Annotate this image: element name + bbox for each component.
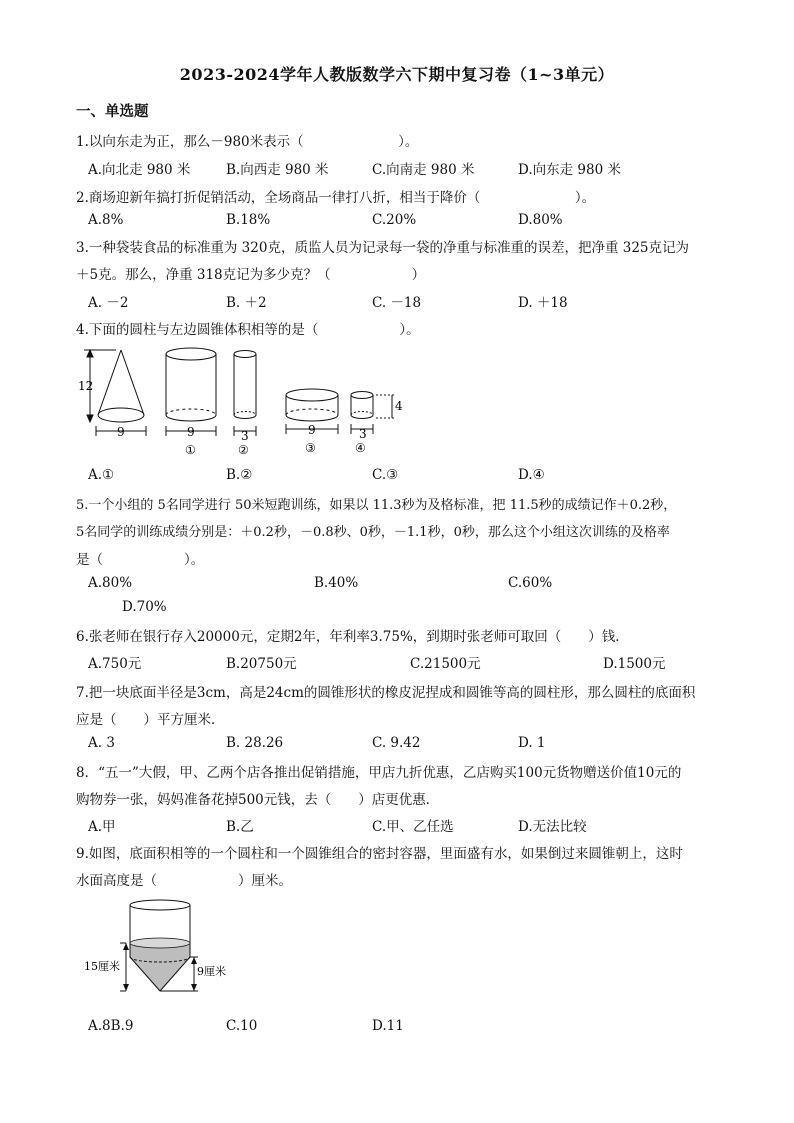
question-5-line-2: 5名同学的训练成绩分别是：＋0.2秒，－0.8秒、0秒，－1.1秒，0秒，那么这个小组这次训练的及格率 bbox=[76, 525, 670, 540]
q1-option-b[interactable]: B.向西走 980 米 bbox=[226, 162, 329, 178]
question-6: 6.张老师在银行存入20000元，定期2年，年利率3.75%，到期时张老师可取回（ ）钱． bbox=[76, 629, 629, 645]
q4-label-height-4: 4 bbox=[395, 399, 403, 413]
question-2: 2.商场迎新年搞打折促销活动，全场商品一律打八折，相当于降价（ ）。 bbox=[76, 190, 596, 206]
q4-label-cyl4-diameter: 3 bbox=[359, 427, 367, 441]
q8-option-c[interactable]: C.甲、乙任选 bbox=[372, 819, 454, 835]
q5-option-c[interactable]: C.60% bbox=[508, 575, 553, 591]
q2-option-c[interactable]: C.20% bbox=[372, 212, 417, 228]
q3-option-b[interactable]: B. ＋2 bbox=[226, 295, 267, 311]
q4-option-c[interactable]: C.③ bbox=[372, 467, 399, 483]
q9-figure bbox=[80, 895, 250, 1005]
q9-option-ab[interactable]: A.8B.9 bbox=[88, 1018, 134, 1034]
q4-label-n2: ② bbox=[238, 443, 249, 457]
q4-label-cyl2-diameter: 3 bbox=[241, 429, 249, 443]
section-heading: 一、单选题 bbox=[76, 103, 149, 120]
question-1: 1.以向东走为正，那么－980米表示（ ）。 bbox=[76, 134, 419, 150]
q4-label-height-12: 12 bbox=[78, 379, 94, 393]
q7-option-b[interactable]: B. 28.26 bbox=[226, 735, 284, 751]
question-5-line-3: 是（ ）。 bbox=[76, 552, 205, 568]
q7-option-a[interactable]: A. 3 bbox=[88, 735, 115, 751]
question-7-line-2: 应是（ ）平方厘米． bbox=[76, 712, 225, 728]
q1-option-a[interactable]: A.向北走 980 米 bbox=[88, 162, 191, 178]
q9-label-9cm: 9厘米 bbox=[197, 965, 226, 978]
q6-option-a[interactable]: A.750元 bbox=[88, 656, 142, 672]
q3-option-c[interactable]: C. －18 bbox=[372, 295, 422, 311]
q3-option-a[interactable]: A. －2 bbox=[88, 295, 129, 311]
q9-label-15cm: 15厘米 bbox=[84, 960, 120, 973]
q4-label-n1: ① bbox=[185, 443, 196, 457]
q2-option-a[interactable]: A.8% bbox=[88, 212, 124, 228]
q9-option-d[interactable]: D.11 bbox=[372, 1018, 404, 1034]
question-4: 4.下面的圆柱与左边圆锥体积相等的是（ ）。 bbox=[76, 322, 420, 338]
q8-option-d[interactable]: D.无法比较 bbox=[518, 819, 587, 835]
question-3-line-2: ＋5克。那么，净重 318克记为多少克？（ ） bbox=[76, 267, 426, 283]
q1-option-c[interactable]: C.向南走 980 米 bbox=[372, 162, 475, 178]
q3-option-d[interactable]: D. ＋18 bbox=[518, 295, 568, 311]
q2-option-b[interactable]: B.18% bbox=[226, 212, 271, 228]
q5-option-d[interactable]: D.70% bbox=[122, 599, 167, 615]
q4-label-n3: ③ bbox=[305, 441, 316, 455]
q4-option-b[interactable]: B.② bbox=[226, 467, 253, 483]
q4-label-n4: ④ bbox=[355, 441, 366, 455]
q4-figure bbox=[76, 340, 406, 460]
q5-option-a[interactable]: A.80% bbox=[88, 575, 133, 591]
question-9-line-2: 水面高度是（ ）厘米。 bbox=[76, 873, 292, 889]
q7-option-c[interactable]: C. 9.42 bbox=[372, 735, 421, 751]
question-8-line-1: 8．“五一”大假，甲、乙两个店各推出促销措施，甲店九折优惠，乙店购买100元货物赠送价值10元的 bbox=[76, 765, 682, 781]
q1-option-d[interactable]: D.向东走 980 米 bbox=[518, 162, 621, 178]
q7-option-d[interactable]: D. 1 bbox=[518, 735, 546, 751]
question-7-line-1: 7.把一块底面半径是3cm，高是24cm的圆锥形状的橡皮泥捏成和圆锥等高的圆柱形，那么圆柱的底面积 bbox=[76, 685, 696, 701]
question-5-line-1: 5.一个小组的 5名同学进行 50米短跑训练，如果以 11.3秒为及格标准，把 11.5秒的成绩记作＋0.2秒， bbox=[76, 498, 677, 513]
q6-option-b[interactable]: B.20750元 bbox=[226, 656, 297, 672]
q8-option-b[interactable]: B.乙 bbox=[226, 819, 254, 835]
q4-option-d[interactable]: D.④ bbox=[518, 467, 545, 483]
q5-option-b[interactable]: B.40% bbox=[314, 575, 359, 591]
q4-option-a[interactable]: A.① bbox=[88, 467, 115, 483]
q8-option-a[interactable]: A.甲 bbox=[88, 819, 116, 835]
q6-option-c[interactable]: C.21500元 bbox=[410, 656, 481, 672]
q4-label-cyl1-diameter: 9 bbox=[187, 425, 195, 439]
page-title: 2023-2024学年人教版数学六下期中复习卷（1~3单元） bbox=[179, 65, 615, 84]
q4-label-cone-diameter: 9 bbox=[117, 425, 125, 439]
question-3-line-1: 3.一种袋装食品的标准重为 320克，质监人员为记录每一袋的净重与标准重的误差，把净重 325克记为 bbox=[76, 240, 689, 256]
question-8-line-2: 购物券一张，妈妈准备花掉500元钱，去（ ）店更优惠． bbox=[76, 792, 440, 808]
q4-label-cyl3-diameter: 9 bbox=[308, 423, 316, 437]
q2-option-d[interactable]: D.80% bbox=[518, 212, 563, 228]
q9-option-c[interactable]: C.10 bbox=[226, 1018, 258, 1034]
q6-option-d[interactable]: D.1500元 bbox=[603, 656, 666, 672]
question-9-line-1: 9.如图，底面积相等的一个圆柱和一个圆锥组合的密封容器，里面盛有水，如果倒过来圆锥朝上，这时 bbox=[76, 846, 683, 862]
